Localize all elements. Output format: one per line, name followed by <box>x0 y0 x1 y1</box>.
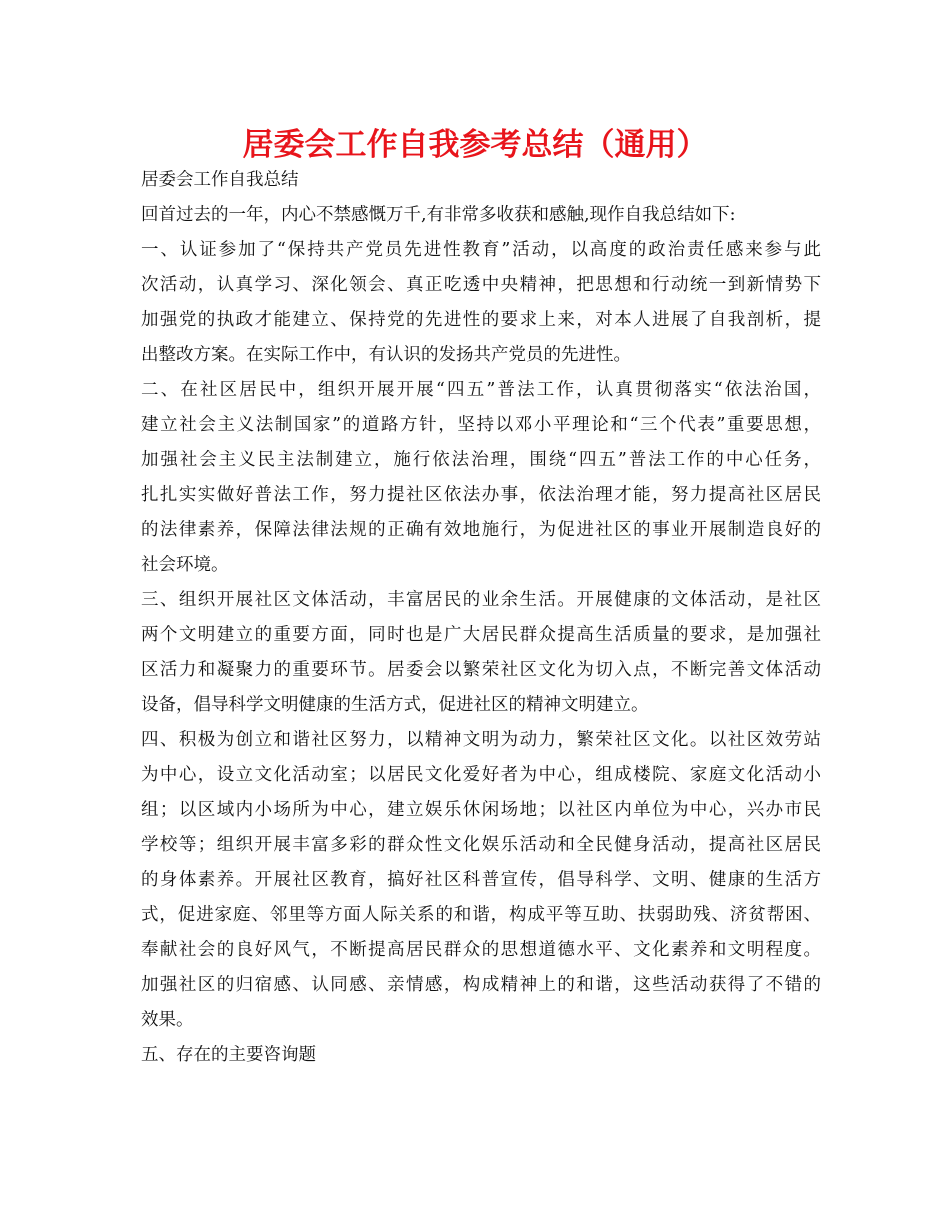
text-line: 建立社会主义法制国家”的道路方针，坚持以邓小平理论和“三个代表”重要思想， <box>141 415 821 435</box>
text-line: 式，促进家庭、邻里等方面人际关系的和谐，构成平等互助、扶弱助残、济贫帮困、 <box>141 905 821 925</box>
text-line: 区活力和凝聚力的重要环节。居委会以繁荣社区文化为切入点，不断完善文体活动 <box>141 660 821 680</box>
text-line: 学校等；组织开展丰富多彩的群众性文化娱乐活动和全民健身活动，提高社区居民 <box>141 835 821 855</box>
document-body <box>141 166 821 1076</box>
text-line: 两个文明建立的重要方面，同时也是广大居民群众提高生活质量的要求，是加强社 <box>141 625 821 645</box>
text-line: 社会环境。 <box>141 555 229 575</box>
text-line: 加强党的执政才能建立、保持党的先进性的要求上来，对本人进展了自我剖析，提 <box>141 310 821 330</box>
text-line: 次活动，认真学习、深化领会、真正吃透中央精神，把思想和行动统一到新情势下 <box>141 275 821 295</box>
text-line: 居委会工作自我总结 <box>141 170 299 190</box>
text-line: 组；以区域内小场所为中心，建立娱乐休闲场地；以社区内单位为中心，兴办市民 <box>141 800 821 820</box>
text-line: 二、在社区居民中，组织开展开展“四五”普法工作，认真贯彻落实“依法治国， <box>141 380 821 400</box>
line-gap <box>141 1070 821 1076</box>
text-line: 扎扎实实做好普法工作，努力提社区依法办事，依法治理才能，努力提高社区居民 <box>141 485 821 505</box>
text-line: 为中心，设立文化活动室；以居民文化爱好者为中心，组成楼院、家庭文化活动小 <box>141 765 821 785</box>
text-line: 回首过去的一年，内心不禁感慨万千,有非常多收获和感触,现作自我总结如下: <box>141 205 736 225</box>
text-line: 的身体素养。开展社区教育，搞好社区科普宣传，倡导科学、文明、健康的生活方 <box>141 870 821 890</box>
text-line: 设备，倡导科学文明健康的生活方式，促进社区的精神文明建立。 <box>141 695 649 715</box>
text-line: 奉献社会的良好风气，不断提高居民群众的思想道德水平、文化素养和文明程度。 <box>141 940 821 960</box>
text-line: 五、存在的主要咨询题 <box>141 1045 316 1065</box>
text-line: 效果。 <box>141 1010 194 1030</box>
text-line: 一、认证参加了“保持共产党员先进性教育”活动，以高度的政治责任感来参与此 <box>141 240 821 260</box>
document-title: 居委会工作自我参考总结（通用） <box>242 127 708 163</box>
text-line: 的法律素养，保障法律法规的正确有效地施行，为促进社区的事业开展制造良好的 <box>141 520 821 540</box>
text-line: 三、组织开展社区文体活动，丰富居民的业余生活。开展健康的文体活动，是社区 <box>141 590 821 610</box>
text-line: 加强社区的归宿感、认同感、亲情感，构成精神上的和谐，这些活动获得了不错的 <box>141 975 821 995</box>
text-line: 四、积极为创立和谐社区努力，以精神文明为动力，繁荣社区文化。以社区效劳站 <box>141 730 821 750</box>
text-line: 出整改方案。在实际工作中，有认识的发扬共产党员的先进性。 <box>141 345 631 365</box>
text-line: 加强社会主义民主法制建立，施行依法治理，围绕“四五”普法工作的中心任务， <box>141 450 821 470</box>
